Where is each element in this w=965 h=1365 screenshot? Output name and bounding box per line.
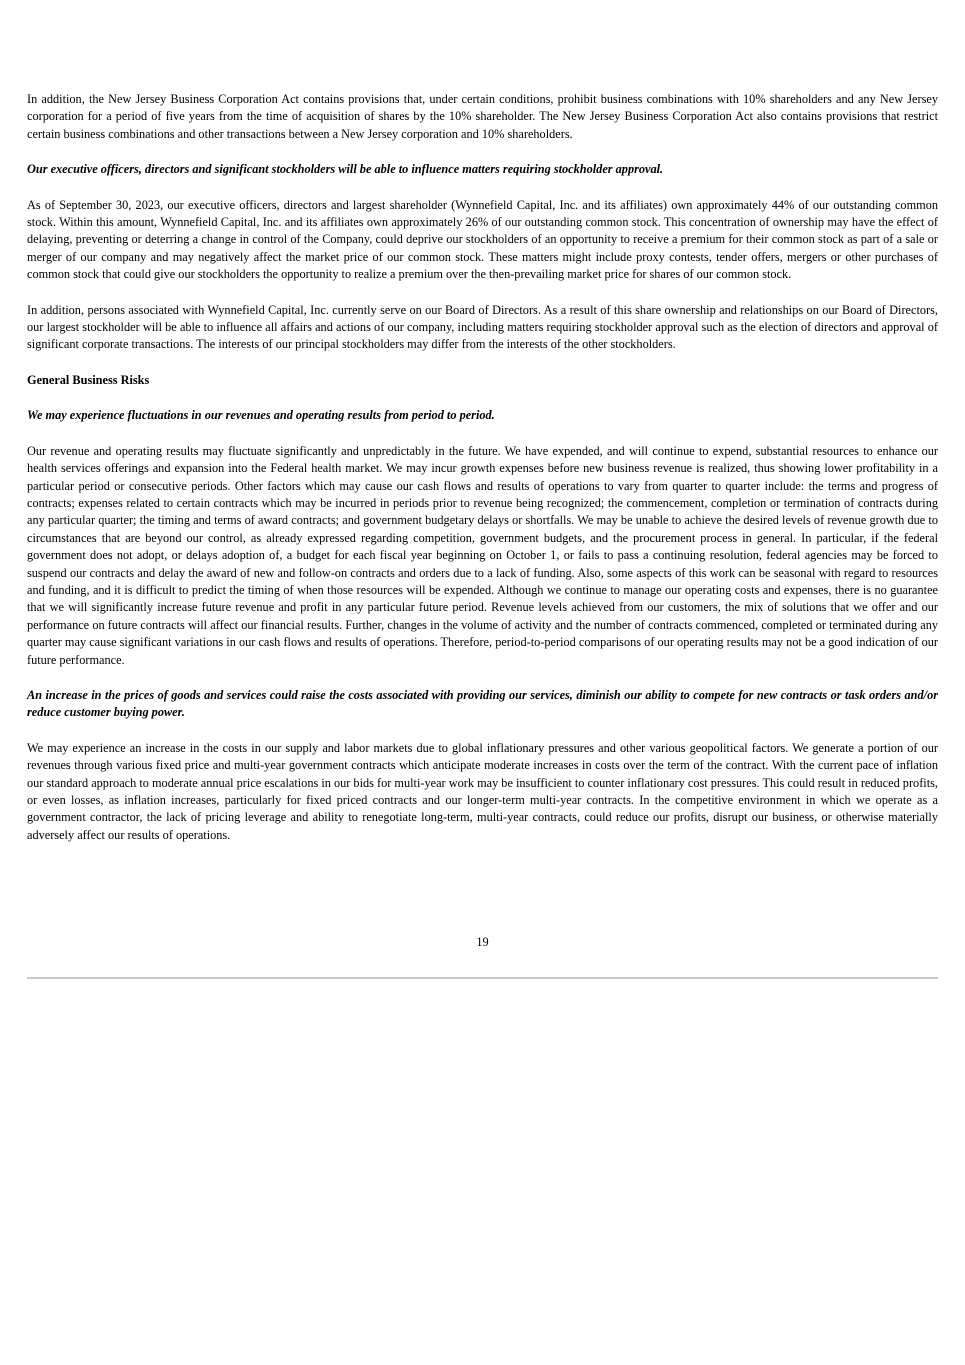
paragraph-nj-business-corporation-act: In addition, the New Jersey Business Corporation Act contains provisions that, under certain conditions, prohibit business combinations with 10% shareholders and any New Jersey corporation for a period of five years from the time of acquisition of shares by the 10% shareholder. The New Jersey Business Corporation Act also contains provisions that restrict certain business combinations and other transactions between a New Jersey corporation and 10% shareholders. <box>27 92 938 141</box>
paragraph-inflation-costs: We may experience an increase in the costs in our supply and labor markets due to global inflationary pressures and other various geopolitical factors. We generate a portion of our revenues through various fixed price and multi-year government contracts which anticipate moderate increases in costs over the term of the contract. With the current pace of inflation our standard approach to moderate annual price escalations in our bids for multi-year work may be insufficient to counter inflationary cost pressures. This could result in reduced profits, or even losses, as inflation increases, particularly for fixed priced contracts and our longer-term multi-year contracts. In the competitive environment in which we operate as a government contractor, the lack of pricing leverage and ability to renegotiate long-term, multi-year contracts, could reduce our profits, disrupt our business, or otherwise materially adversely affect our results of operations. <box>27 740 938 842</box>
heading-executive-officers-influence: Our executive officers, directors and significant stockholders will be able to influence matters requiring stockholder approval. <box>27 162 664 177</box>
heading-revenue-fluctuations: We may experience fluctuations in our revenues and operating results from period to period. <box>27 408 495 423</box>
paragraph-revenue-fluctuations: Our revenue and operating results may fluctuate significantly and unpredictably in the future. We have expended, and will continue to expend, substantial resources to enhance our health services offerings and expansion into the Federal health market. We may incur growth expenses before new business revenue is realized, thus showing lower profitability in a particular period or consecutive periods. Other factors which may cause our cash flows and results of operations to vary from quarter to quarter include: the terms and progress of contracts; expenses related to certain contracts which may be incurred in periods prior to revenue being recognized; the commencement, completion or termination of contracts during any particular quarter; the timing and terms of award contracts; and government budgetary delays or shortfalls. We may be unable to achieve the desired levels of revenue growth due to circumstances that are beyond our control, as already expressed regarding competition, government budgets, and the procurement process in general. In particular, if the federal government does not adopt, or delays adoption of, a budget for each fiscal year beginning on October 1, or fails to pass a continuing resolution, federal agencies may be forced to suspend our contracts and delay the award of new and follow-on contracts and orders due to a lack of funding. Also, some aspects of this work can be seasonal with regard to resources and funding, and it is difficult to predict the timing of when those resources will be expended. Although we continue to manage our operating costs and expenses, there is no guarantee that we will significantly increase future revenue and profit in any particular future period. Revenue levels achieved from our customers, the mix of solutions that we offer and our performance on future contracts will affect our financial results. Further, changes in the volume of activity and the number of contracts commenced, completed or terminated during any quarter may cause significant variations in our cash flows and results of operations. Therefore, period-to-period comparisons of our operating results may not be a good indication of our future performance. <box>27 443 938 667</box>
paragraph-wynnefield-board: In addition, persons associated with Wynnefield Capital, Inc. currently serve on our Board of Directors. As a result of this share ownership and relationships on our Board of Directors, our largest stockholder will be able to influence all affairs and actions of our company, including matters requiring stockholder approval such as the election of directors and approval of significant corporate transactions. The interests of our principal stockholders may differ from the interests of the other stockholders. <box>27 302 938 352</box>
document-body <box>27 91 938 862</box>
page-number: 19 <box>476 935 489 949</box>
section-heading-general-business-risks: General Business Risks <box>27 372 150 387</box>
paragraph-ownership-concentration: As of September 30, 2023, our executive officers, directors and largest shareholder (Wynnefield Capital, Inc. and its affiliates) own approximately 44% of our outstanding common stock. Within this amount, Wynnefield Capital, Inc. and its affiliates own approximately 26% of our outstanding common stock. This concentration of ownership may have the effect of delaying, preventing or deterring a change in control of the Company, could deprive our stockholders of an opportunity to receive a premium for their common stock as part of a sale or merger of our company and may negatively affect the market price of our common stock. These matters might include proxy contests, tender offers, mergers or other purchases of common stock that could give our stockholders the opportunity to realize a premium over the then-prevailing market price for shares of our common stock. <box>27 197 938 282</box>
heading-price-increases: An increase in the prices of goods and services could raise the costs associated with providing our services, diminish our ability to compete for new contracts or task orders and/or reduce customer buying power. <box>27 687 938 720</box>
page-divider <box>27 977 938 979</box>
